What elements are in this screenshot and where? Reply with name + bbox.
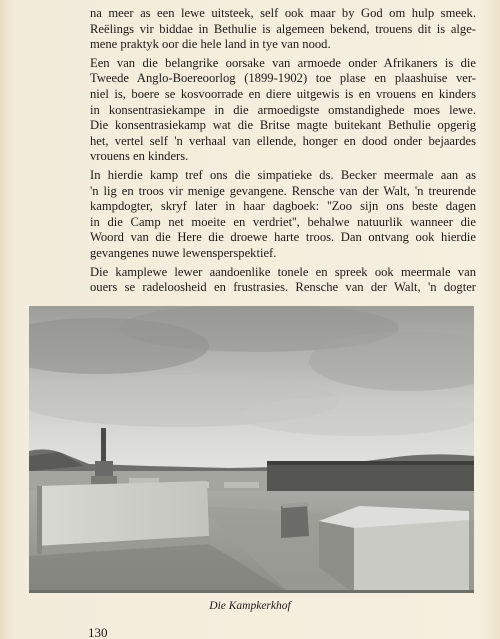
text-line: vrouens en kinders. bbox=[90, 149, 189, 164]
text-line: Woord van die Here die droewe harte troos. Dan ontvang ook hierdie bbox=[90, 230, 476, 245]
text-line: niel is, boere se kosvoorrade en diere uitgewis is en vrouens en kinders bbox=[90, 86, 476, 101]
page-number: 130 bbox=[88, 625, 108, 639]
text-line: in die Camp net moeite en verdriet'', behalwe natuurlik wanneer die bbox=[90, 214, 476, 229]
cemetery-photo-drawing bbox=[29, 306, 474, 593]
text-line: Tweede Anglo-Boereoorlog (1899-1902) toe plase en plaashuise ver- bbox=[90, 71, 476, 86]
cemetery-photo bbox=[29, 306, 474, 593]
paragraph-4 bbox=[90, 265, 476, 296]
text-line: Die konsentrasiekamp wat die Britse magte buitekant Bethulie opgerig bbox=[90, 118, 476, 133]
text-line: kampdogter, skryf later in haar dagboek: ''Zoo sijn ons beste dagen bbox=[90, 199, 476, 214]
paragraph-3 bbox=[90, 168, 476, 262]
text-line: 'n lig en troos vir menige gevangene. Rensche van der Walt, 'n treurende bbox=[90, 183, 476, 198]
paragraph-2 bbox=[90, 56, 476, 165]
text-line: gevangenes nuwe lewensperspektief. bbox=[90, 245, 277, 260]
text-line: In hierdie kamp tref ons die simpatieke ds. Becker meermale aan as bbox=[90, 167, 476, 182]
text-line: in konsentrasiekampe in die armoedigste omstandighede moes lewe. bbox=[90, 102, 476, 117]
text-line: Een van die belangrike oorsake van armoede onder Afrikaners is die bbox=[90, 55, 476, 70]
text-line: het, vertel self 'n verhaal van ellende, honger en dood onder bejaardes bbox=[90, 133, 476, 148]
text-line: mene praktyk oor die hele land in tye van nood. bbox=[90, 37, 331, 52]
text-line: Die kamplewe lewer aandoenlike tonele en spreek ook meermale van bbox=[90, 264, 476, 279]
photo-caption: Die Kampkerkhof bbox=[209, 600, 291, 612]
text-line: ouers se radeloosheid en frustrasies. Rensche van der Walt, 'n dogter bbox=[90, 280, 476, 295]
text-line: Reëlings vir biddae in Bethulie is algemeen bekend, trouens dit is alge- bbox=[90, 21, 476, 36]
body-text bbox=[90, 6, 476, 299]
paragraph-1 bbox=[90, 6, 476, 53]
text-line: na meer as een lewe uitsteek, self ook maar by God om hulp smeek. bbox=[90, 6, 476, 20]
